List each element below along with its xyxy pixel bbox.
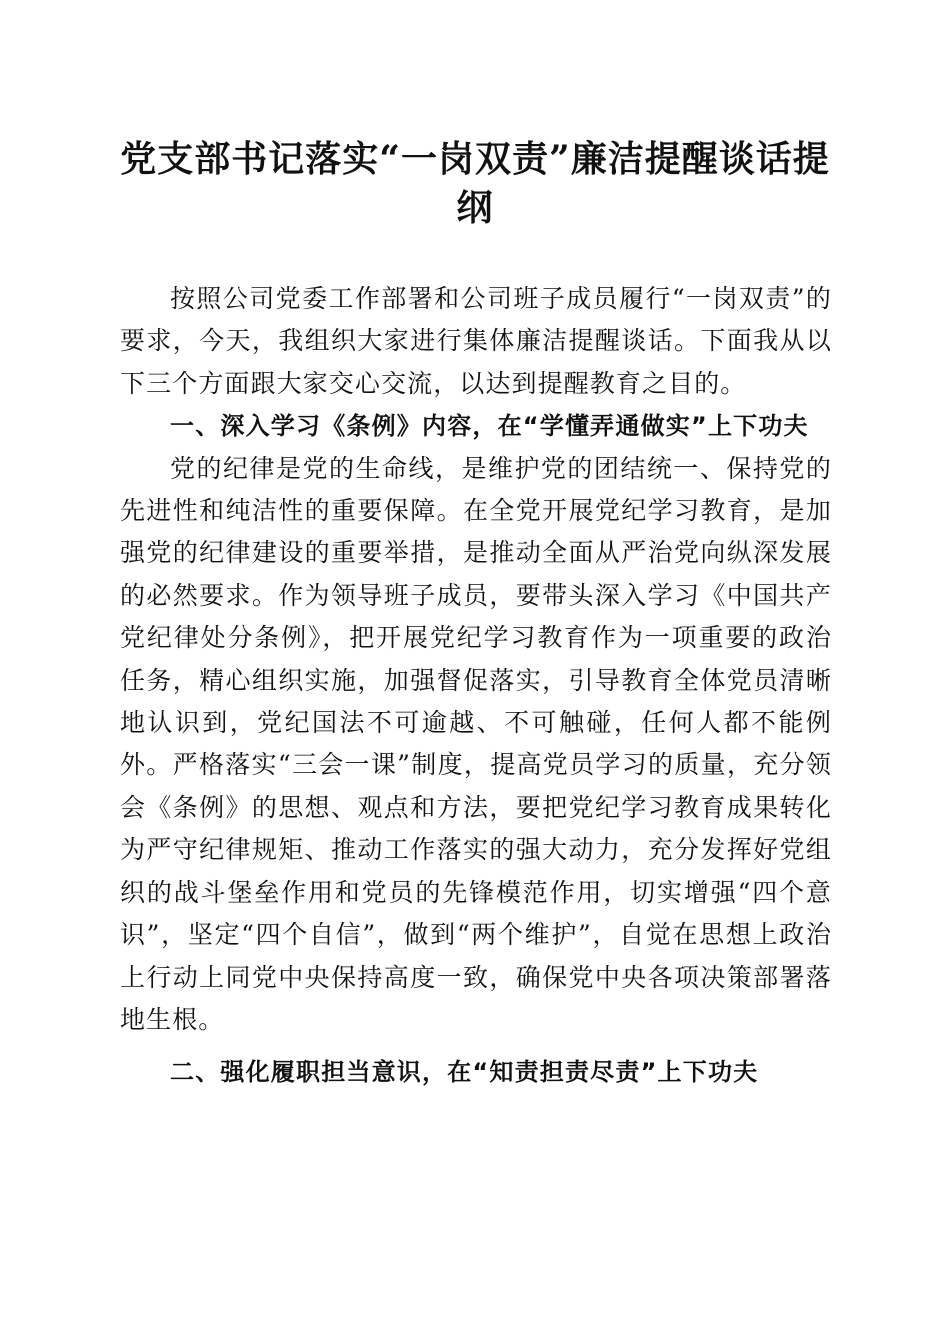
document-body (120, 278, 832, 1094)
document-title: 党支部书记落实“一岗双责”廉洁提醒谈话提纲 (120, 138, 830, 229)
section-1-heading: 一、深入学习《条例》内容，在“学懂弄通做实”上下功夫 (170, 412, 809, 441)
intro-paragraph: 按照公司党委工作部署和公司班子成员履行“一岗双责”的要求，今天，我组织大家进行集体廉洁提醒谈话。下面我从以下三个方面跟大家交心交流，以达到提醒教育之目的。 (120, 284, 832, 398)
section-1-paragraph: 党的纪律是党的生命线，是维护党的团结统一、保持党的先进性和纯洁性的重要保障。在全党开展党纪学习教育，是加强党的纪律建设的重要举措，是推动全面从严治党向纵深发展的必然要求。作为领导班子成员，要带头深入学习《中国共产党纪律处分条例》，把开展党纪学习教育作为一项重要的政治任务，精心组织实施，加强督促落实，引导教育全体党员清晰地认识到，党纪国法不可逾越、不可触碰，任何人都不能例外。严格落实“三会一课”制度，提高党员学习的质量，充分领会《条例》的思想、观点和方法，要把党纪学习教育成果转化为严守纪律规矩、推动工作落实的强大动力，充分发挥好党组织的战斗堡垒作用和党员的先锋模范作用，切实增强“四个意识”，坚定“四个自信”，做到“两个维护”，自觉在思想上政治上行动上同党中央保持高度一致，确保党中央各项决策部署落地生根。 (120, 453, 832, 1034)
section-2-heading: 二、强化履职担当意识，在“知责担责尽责”上下功夫 (170, 1058, 759, 1087)
